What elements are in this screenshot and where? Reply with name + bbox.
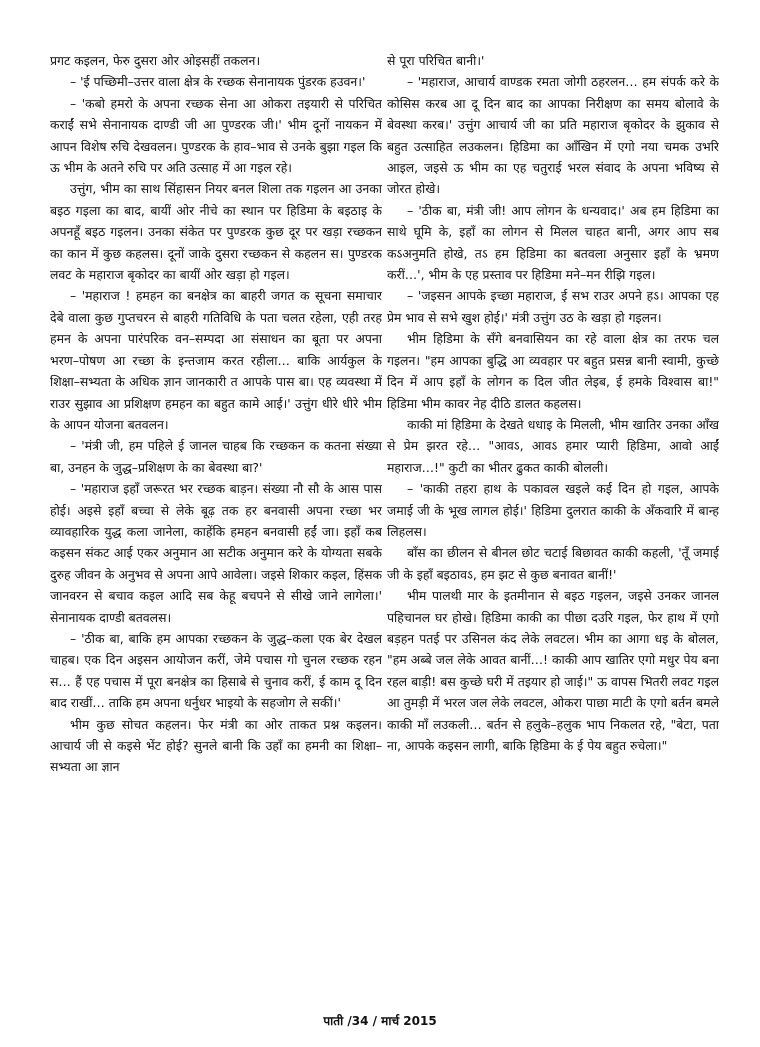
paragraph: – 'महाराज, आचार्य वाण्डक रमता जोगी ठहरलन… हम संपर्क करे के कोसिस करब आ दू दिन बाद का आपका निरीक्षण का समय बोलावे के बेवस्था करब।' उत्तुंग आचार्य जी का प्रति महाराज बृकोदर के झुकाव से बहुत उत्साहित लउकलन। हिडिमा का आँखिन में एगो नया चमक उभरि आइल, जइसे ऊ भीम का एह चतुराई भरल संवाद के अपना भविष्य से जोरत होखे। <box>387 74 719 197</box>
paragraph: – 'महाराज इहाँ जरूरत भर रच्छक बाड़न। संख्या नौ सौ के आस पास होई। अइसे इहाँ बच्चा से लेके बूढ़ तक हर बनवासी अपना रच्छा भर व्यावहारिक युद्ध कला जानेला, काहेंकि हमहन बनवासी हईं जा। इहाँ कब कइसन संकट आई एकर अनुमान आ सटीक अनुमान करे के योग्यता सबके दुरुह जीवन के अनुभव से अपना आपे आवेला। जइसे शिकार कइल, हिंसक जानवरन से बचाव कइल आदि सब केहू बचपने से सीखे जाने लागेला।' सेनानायक दाण्डी बतवलस। <box>50 481 382 625</box>
right-text-column <box>387 50 719 1010</box>
paragraph: – 'काकी तहरा हाथ के पकावल खइले कई दिन हो गइल, आपके जमाई जी के भूख लागल होई।' हिडिमा दुलरात काकी के अँकवारि में बान्ह लिहलस। <box>387 481 719 539</box>
page-footer: पाती /34 / मार्च 2015 <box>323 1014 437 1028</box>
paragraph: – 'कबो हमरो के अपना रच्छक सेना आ ओकरा तइयारी से परिचित कराईं सभे सेनानायक दाण्डी जी आ पुण्डरक जी।' भीम दूनों नायकन में आपन विशेष रुचि देखवलन। पुण्डरक के हाव–भाव से उनके बुझा गइल कि ऊ भीम के अतने रुचि पर अति उत्साह में आ गइल रहे। <box>50 95 382 176</box>
paragraph: बाँस का छीलन से बीनल छोट चटाई बिछावत काकी कहली, 'तूँ जमाई जी के इहाँ बइठावऽ, हम झट से कुछ बनावत बानीं!' <box>387 545 719 582</box>
left-text-column <box>50 50 382 1010</box>
paragraph: भीम पालथी मार के इतमीनान से बइठ गइलन, जइसे उनकर जानल पहिचानल घर होखे। हिडिमा काकी का पीछा दउरि गइल, फेर हाथ में एगो बड़हन पतई पर उसिनल कंद लेके लवटल। भीम का आगा धइ के बोलल, "हम अब्बे जल लेके आवत बानीं…! काकी आप खातिर एगो मधुर पेय बना रहल बाड़ी! बस कुच्छे घरी में तइयार हो जाई।" ऊ वापस भितरी लवट गइल आ तुमड़ी में भरल जल लेके लवटल, ओकरा पाछा माटी के एगो बर्तन बमले काकी माँ लउकली… बर्तन से हलुके–हलुक भाप निकलत रहे, "बेटा, पता ना, आपके कइसन लागी, बाकि हिडिमा के ई पेय बहुत रुचेला।" <box>387 588 719 753</box>
paragraph: काकी मां हिडिमा के देखते धधाइ के मिलली, भीम खातिर उनका आँख से प्रेम झरत रहे… "आवऽ, आवऽ हमार प्यारी हिडिमा, आवो आईं महाराज…!" कुटी का भीतर ढुकत काकी बोलली। <box>387 416 719 475</box>
paragraph: – 'मंत्री जी, हम पहिले ई जानल चाहब कि रच्छकन क कतना संख्या बा, उनहन के जुद्ध–प्रशिक्षण के का बेवस्था बा?' <box>50 438 382 475</box>
paragraph: भीम कुछ सोचत कहलन। फेर मंत्री का ओर ताकत प्रश्न कइलन। आचार्य जी से कइसे भेंट होई? सुनले बानी कि उहाँ का हमनी का शिक्षा–सभ्यता आ ज्ञान <box>50 716 382 775</box>
paragraph: – 'ई पच्छिमी–उत्तर वाला क्षेत्र के रच्छक सेनानायक पुंडरक हउवन।' <box>70 74 366 90</box>
paragraph: – 'ठीक बा, मंत्री जी! आप लोगन के धन्यवाद।' अब हम हिडिमा का साथे घूमि के, इहाँ का लोगन से मिलल चाहत बानी, अगर आप सब कऽअनुमति होखे, तऽ हम हिडिमा का बतवला अनुसार इहाँ के भ्रमण करीं…', भीम के एह प्रस्ताव पर हिडिमा मने–मन रीझि गइल। <box>387 202 719 283</box>
paragraph: उत्तुंग, भीम का साथ सिंहासन नियर बनल शिला तक गइलन आ उनका बइठ गइला का बाद, बायीं ओर नीचे का स्थान पर हिडिमा के बइठाइ के अपनहूँ बइठ गइलन। उनका संकेत पर पुण्डरक कुछ दूर पर खड़ा रच्छकन का कान में कुछ कहलस। दूनों जाके दुसरा रच्छकन से कहलन स। पुण्डरक लवट के महाराज बृकोदर का बायीं ओर खड़ा हो गइल। <box>50 181 382 283</box>
paragraph: प्रगट कइलन, फेरु दुसरा ओर ओइसहीं तकलन। <box>50 53 261 68</box>
paragraph: – 'ठीक बा, बाकि हम आपका रच्छकन के जुद्ध–कला एक बेर देखल चाहब। एक दिन अइसन आयोजन करीं, जेमे पचास गो चुनल रच्छक रहन स… हैं एह पचास में पूरा बनक्षेत्र का हिसाबे से चुनाव करीं, ई काम दू दिन बाद राखीं… ताकि हम अपना धर्नुधर भाइयो के सहजोग ले सकीं।' <box>50 630 382 711</box>
paragraph: – 'महाराज ! हमहन का बनक्षेत्र का बाहरी जगत क सूचना समाचार देबे वाला कुछ गुप्तचरन से बाहरी गतिविधि के पता चलत रहेला, एही तरह हमन के अपना पारंपरिक वन–सम्पदा आ संसाधन का बूता पर अपना भरण–पोषण आ रच्छा के इन्तजाम करत रहीला… बाकि आर्यकुल के शिक्षा–सभ्यता के अधिक ज्ञान जानकारी त आपके पास बा। एह व्यवस्था में राउर सुझाव आ प्रशिक्षण हमहन का बहुत कामे आई।' उत्तुंग धीरे धीरे भीम के आपन योजना बतवलन। <box>50 288 382 432</box>
paragraph: से पूरा परिचित बानी।' <box>387 53 485 68</box>
paragraph: भीम हिडिमा के सँगे बनवासियन का रहे वाला क्षेत्र का तरफ चल गइलन। "हम आपका बुद्धि आ व्यवहार पर बहुत प्रसन्न बानी स्वामी, कुच्छे दिन में आप इहाँ के लोगन क दिल जीत लेइब, ई हमके विश्वास बा!" हिडिमा भीम कावर नेह दीठि डालत कहलस। <box>387 331 719 411</box>
paragraph: – 'जइसन आपके इच्छा महाराज, ई सभ राउर अपने हऽ। आपका एह प्रेम भाव से सभे खुश होई।' मंत्री उत्तुंग उठ के खड़ा हो गइलन। <box>387 288 719 325</box>
